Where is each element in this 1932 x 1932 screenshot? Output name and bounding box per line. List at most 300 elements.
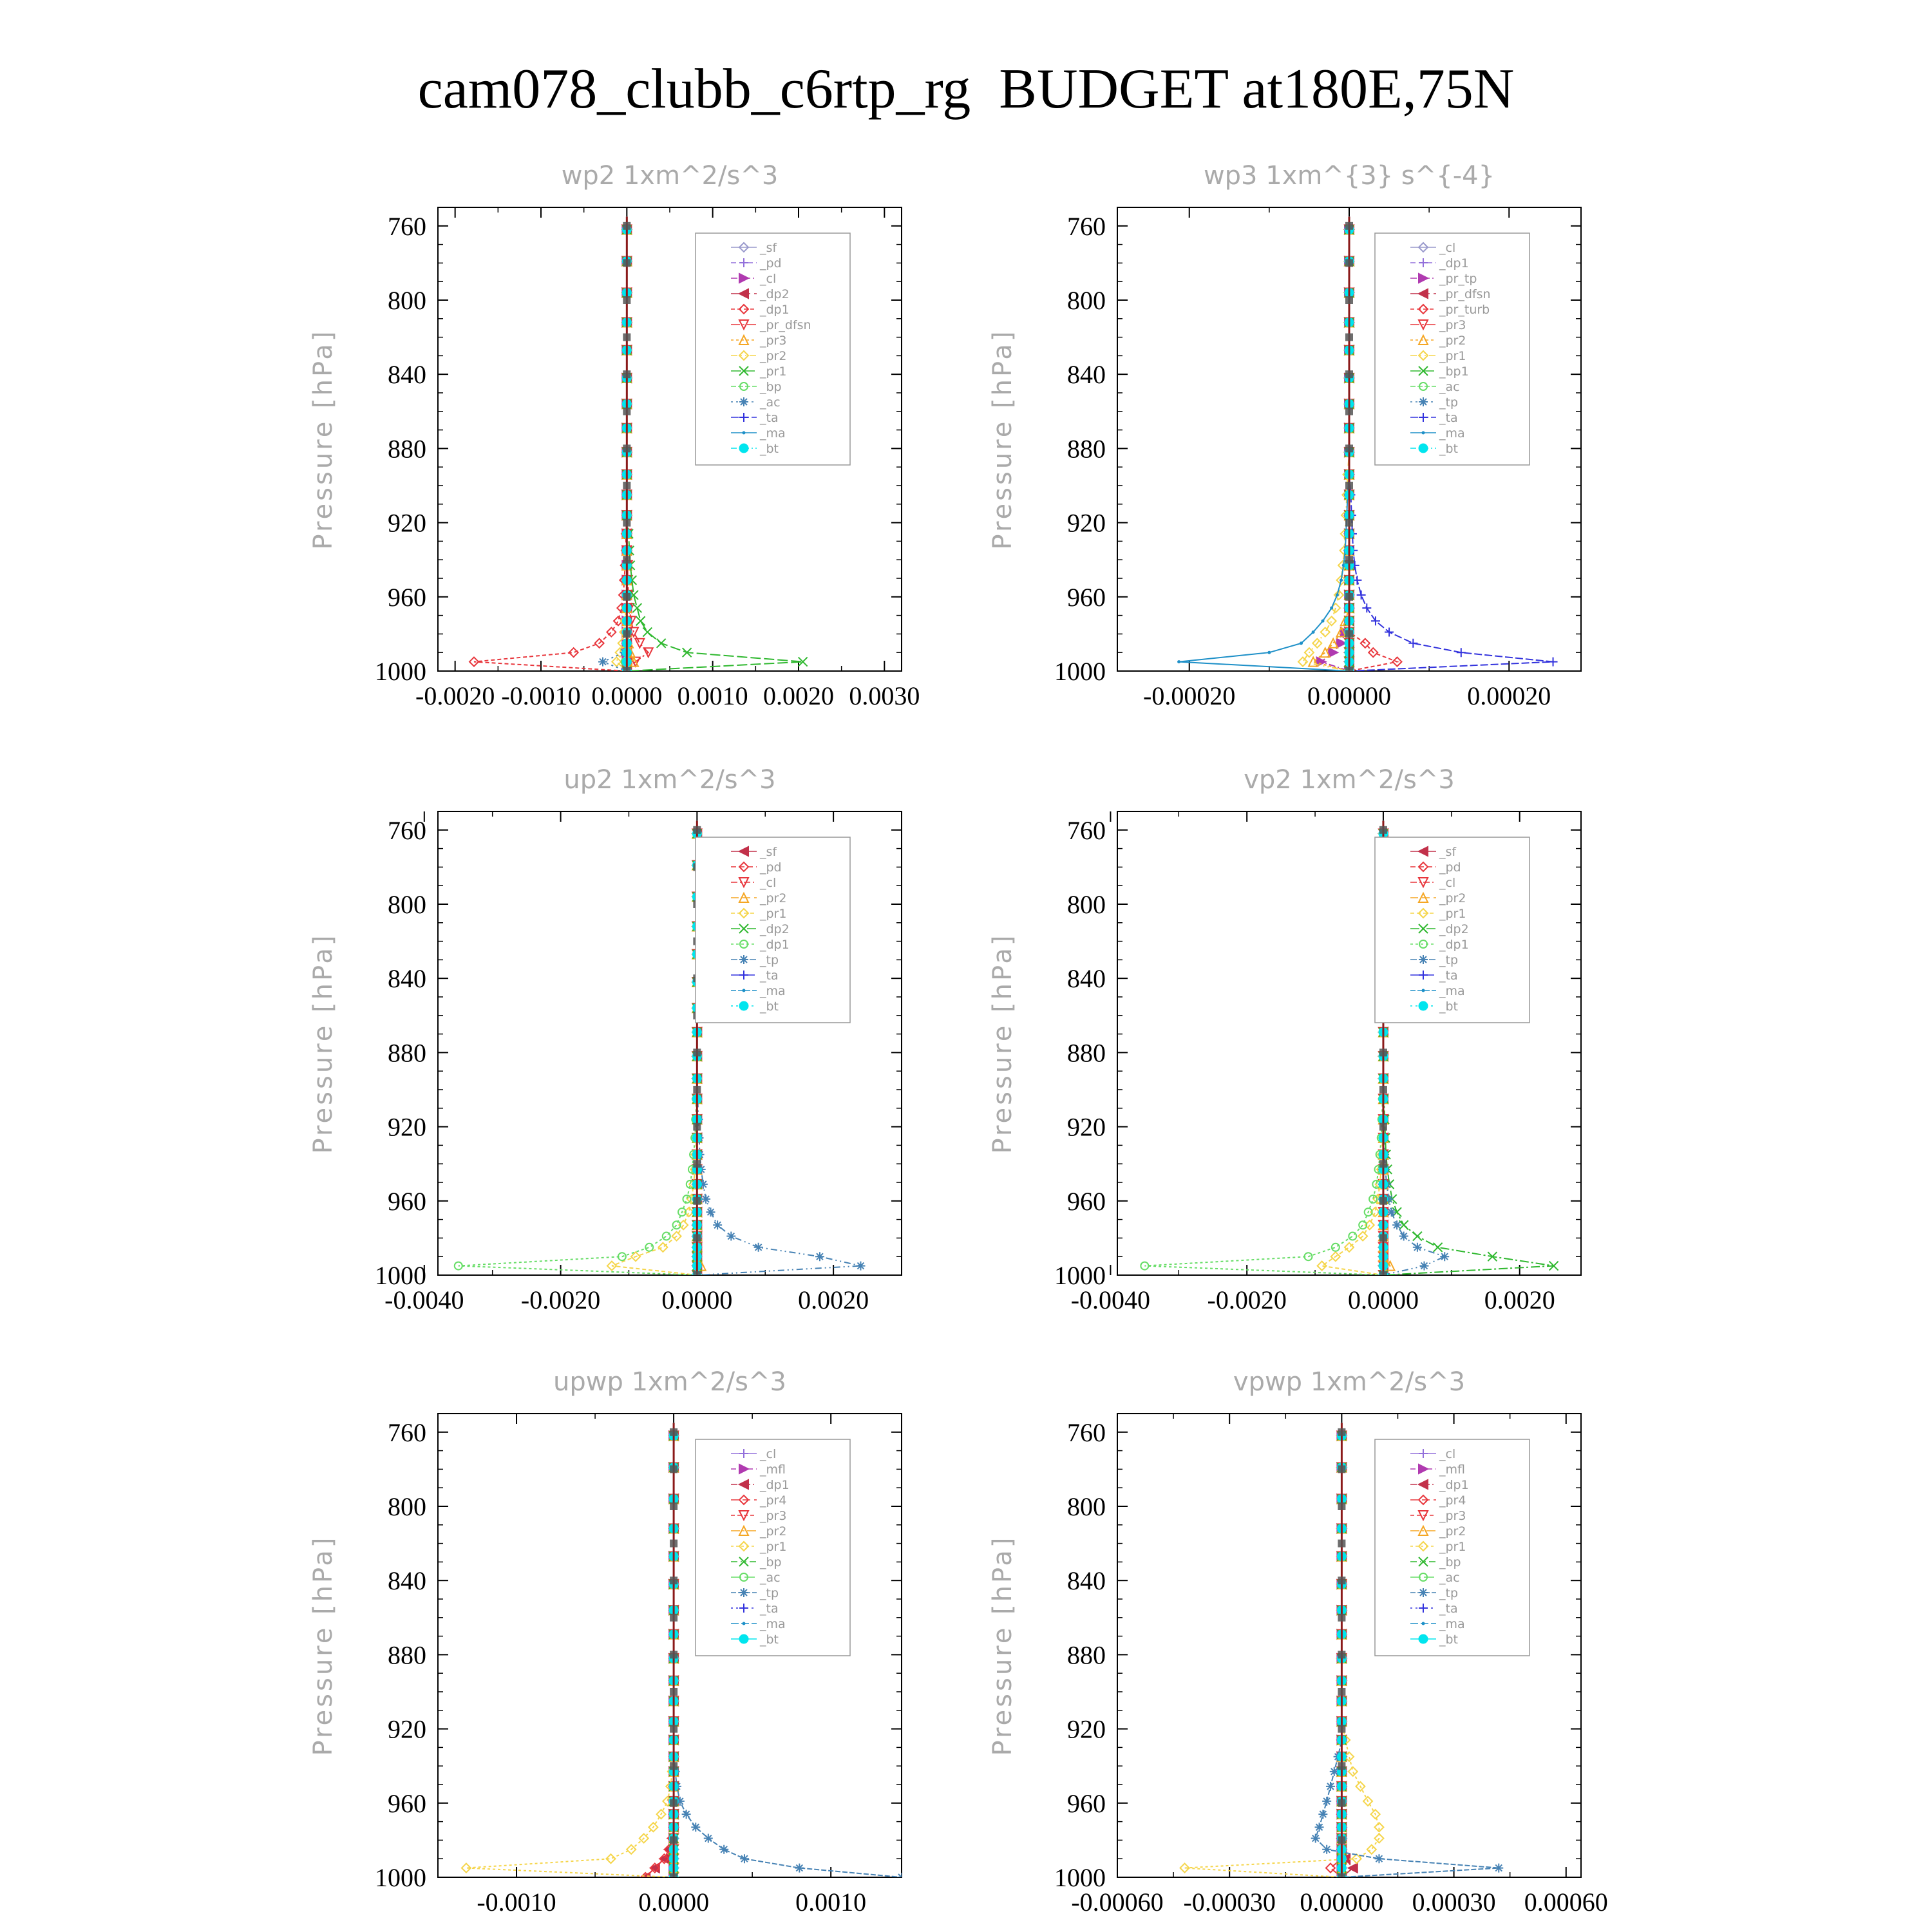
data-point xyxy=(1349,1767,1358,1776)
profile-marker xyxy=(623,222,630,230)
profile-marker xyxy=(1345,259,1353,267)
legend-label: _cl xyxy=(1439,1447,1456,1461)
profile-marker xyxy=(1338,1651,1345,1658)
panel-title: wp3 1xm^{3} s^{-4} xyxy=(1203,161,1495,191)
legend-label: _ta xyxy=(760,411,779,425)
y-tick-label: 840 xyxy=(1067,964,1106,994)
legend-marker xyxy=(1419,397,1428,406)
legend-label: _pr4 xyxy=(1439,1493,1466,1508)
series-line xyxy=(1303,216,1349,671)
series-line xyxy=(1322,820,1383,1275)
data-point xyxy=(856,1262,865,1271)
panel-2 xyxy=(988,161,1581,710)
legend-label: _bt xyxy=(1439,999,1459,1014)
legend-label: _tp xyxy=(760,1586,779,1600)
profile-marker xyxy=(1345,444,1353,452)
series-pr1 xyxy=(462,1423,678,1882)
data-point xyxy=(663,1233,670,1240)
data-point xyxy=(815,1252,824,1261)
data-point xyxy=(635,639,644,648)
profile-marker xyxy=(623,556,630,564)
legend-label: _bt xyxy=(1439,1633,1459,1647)
data-point xyxy=(1349,1233,1356,1240)
series-pr1 xyxy=(1180,1423,1384,1882)
profile-marker xyxy=(1345,667,1353,675)
legend-label: _ta xyxy=(1439,1602,1458,1616)
y-tick-label: 920 xyxy=(1067,1112,1106,1142)
legend-label: _pr1 xyxy=(1439,349,1466,363)
legend-label: _tp xyxy=(760,953,779,967)
y-tick-label: 920 xyxy=(388,1112,426,1142)
profile-marker xyxy=(1338,1428,1345,1436)
profile-marker xyxy=(693,1048,701,1056)
profile-marker xyxy=(1338,1614,1345,1622)
y-tick-label: 800 xyxy=(388,1492,426,1521)
profile-marker xyxy=(1338,1540,1345,1548)
profile-marker xyxy=(693,1123,701,1131)
y-tick-label: 760 xyxy=(1067,1417,1106,1447)
legend-label: _mfl xyxy=(1439,1463,1465,1477)
profile-marker xyxy=(670,1725,677,1733)
profile-marker xyxy=(693,1234,701,1242)
legend-label: _cl xyxy=(760,876,777,890)
profile-marker xyxy=(1345,630,1353,638)
legend-marker xyxy=(739,955,748,964)
y-tick-label: 840 xyxy=(388,964,426,994)
legend-label: _pr_tp xyxy=(1439,272,1477,286)
legend-label: _ta xyxy=(760,969,779,983)
legend-label: _bp xyxy=(760,1555,782,1569)
profile-marker xyxy=(670,1465,677,1473)
legend-label: _dp1 xyxy=(760,303,790,317)
profile-marker xyxy=(693,1160,701,1168)
profile-marker xyxy=(693,1086,701,1094)
x-tick-label: -0.0020 xyxy=(415,681,495,710)
y-tick-label: 760 xyxy=(388,815,426,845)
profile-marker xyxy=(1338,1577,1345,1584)
data-point xyxy=(1413,1232,1422,1241)
data-point xyxy=(1374,1823,1383,1832)
profile-marker xyxy=(623,630,630,638)
data-point xyxy=(1321,628,1330,637)
x-tick-label: -0.0040 xyxy=(1070,1285,1151,1314)
profile-marker xyxy=(623,593,630,601)
profile-marker xyxy=(1345,370,1353,378)
legend-marker xyxy=(743,989,746,992)
legend-label: _pr2 xyxy=(1439,1524,1466,1539)
y-tick-label: 960 xyxy=(388,1788,426,1818)
y-tick-label: 800 xyxy=(388,286,426,315)
legend-label: _tp xyxy=(1439,1586,1459,1600)
x-tick-label: 0.0010 xyxy=(677,681,748,710)
data-point xyxy=(1329,648,1338,657)
data-point xyxy=(1549,658,1558,667)
legend-label: _ac xyxy=(1439,1571,1460,1585)
y-tick-label: 920 xyxy=(1067,1714,1106,1744)
x-tick-label: 0.0020 xyxy=(1484,1285,1555,1314)
data-point xyxy=(1392,1220,1401,1229)
data-point xyxy=(632,603,641,612)
x-tick-label: -0.00030 xyxy=(1183,1888,1276,1917)
legend-label: _ta xyxy=(760,1602,779,1616)
legend-label: _pr3 xyxy=(1439,1509,1466,1523)
x-tick-label: 0.00000 xyxy=(1300,1888,1384,1917)
y-tick-label: 880 xyxy=(388,1038,426,1068)
legend-marker xyxy=(1422,431,1425,435)
profile-marker xyxy=(1379,1234,1387,1242)
legend-label: _bt xyxy=(760,999,779,1014)
legend-label: _pr1 xyxy=(760,365,787,379)
legend-label: _pr2 xyxy=(760,349,787,363)
data-point xyxy=(704,1834,713,1843)
y-tick-label: 920 xyxy=(388,508,426,538)
legend-marker xyxy=(1422,989,1425,992)
profile-marker xyxy=(670,1762,677,1770)
y-tick-label: 800 xyxy=(1067,286,1106,315)
series-line xyxy=(474,216,627,671)
y-tick-label: 960 xyxy=(1067,1788,1106,1818)
profile-marker xyxy=(1338,1465,1345,1473)
profile-marker xyxy=(670,1428,677,1436)
legend-label: _tp xyxy=(1439,395,1459,410)
data-point xyxy=(726,1232,735,1241)
profile-marker xyxy=(1345,334,1353,341)
legend-label: _pr2 xyxy=(760,891,787,905)
profile-marker xyxy=(1345,482,1353,489)
data-point xyxy=(1399,1232,1408,1241)
data-point xyxy=(1327,616,1336,625)
profile-marker xyxy=(670,1577,677,1584)
panel-title: upwp 1xm^2/s^3 xyxy=(553,1367,786,1397)
y-tick-label: 960 xyxy=(388,582,426,612)
y-tick-label: 880 xyxy=(1067,1038,1106,1068)
data-point xyxy=(1177,660,1180,663)
series-line xyxy=(459,820,697,1275)
y-tick-label: 1000 xyxy=(375,657,426,686)
data-point xyxy=(636,616,645,625)
legend-marker xyxy=(743,1622,746,1625)
legend-label: _pr3 xyxy=(1439,318,1466,332)
y-tick-label: 800 xyxy=(388,890,426,919)
panel-6 xyxy=(988,1367,1608,1917)
data-point xyxy=(691,1823,700,1832)
profile-marker xyxy=(1379,1160,1387,1168)
legend-label: _bt xyxy=(760,1633,779,1647)
y-tick-label: 920 xyxy=(388,1714,426,1744)
x-tick-label: 0.00030 xyxy=(1412,1888,1496,1917)
x-tick-label: 0.0000 xyxy=(1347,1285,1419,1314)
legend-label: _pr1 xyxy=(760,1540,787,1554)
legend-label: _pr_dfsn xyxy=(1439,287,1491,301)
profile-marker xyxy=(1338,1873,1345,1881)
legend-label: _sf xyxy=(1439,845,1457,859)
profile-marker xyxy=(1338,1725,1345,1733)
series-dp1 xyxy=(469,216,631,676)
legend-label: _pr2 xyxy=(760,1524,787,1539)
profile-marker xyxy=(1338,1688,1345,1696)
x-tick-label: 0.0000 xyxy=(638,1888,710,1917)
legend-label: _dp2 xyxy=(1439,922,1469,936)
y-tick-label: 800 xyxy=(1067,890,1106,919)
y-tick-label: 760 xyxy=(1067,815,1106,845)
profile-marker xyxy=(1338,1799,1345,1807)
legend-marker xyxy=(1419,1001,1428,1010)
x-tick-label: 0.00020 xyxy=(1467,681,1551,710)
profile-marker xyxy=(1345,556,1353,564)
y-tick-label: 960 xyxy=(388,1186,426,1216)
series-line xyxy=(1144,820,1383,1275)
y-axis-label: Pressure [hPa] xyxy=(988,933,1018,1154)
legend-label: _dp1 xyxy=(1439,1478,1469,1492)
x-tick-label: -0.00060 xyxy=(1071,1888,1164,1917)
legend-label: _ma xyxy=(1439,984,1465,998)
profile-marker xyxy=(1379,1123,1387,1131)
profile-marker xyxy=(1338,1762,1345,1770)
legend-label: _ac xyxy=(760,1571,781,1585)
x-tick-label: 0.0030 xyxy=(849,681,920,710)
data-point xyxy=(1357,591,1366,600)
x-tick-label: -0.0010 xyxy=(501,681,581,710)
legend-marker xyxy=(739,444,748,453)
profile-marker xyxy=(623,408,630,415)
legend-label: _ma xyxy=(760,426,786,440)
legend-label: _pd xyxy=(1439,860,1461,875)
data-point xyxy=(1408,639,1417,648)
data-point xyxy=(1413,1243,1422,1252)
legend-label: _ta xyxy=(1439,969,1458,983)
legend-marker xyxy=(743,431,746,435)
profile-marker xyxy=(1345,408,1353,415)
legend-marker xyxy=(739,397,748,406)
legend-label: _dp2 xyxy=(760,922,790,936)
profile-marker xyxy=(623,370,630,378)
data-point xyxy=(701,1195,710,1204)
profile-marker xyxy=(670,1540,677,1548)
y-axis-label: Pressure [hPa] xyxy=(308,933,338,1154)
legend-marker xyxy=(1419,1588,1428,1597)
data-point xyxy=(795,1864,804,1873)
data-point xyxy=(1336,593,1339,596)
x-tick-label: -0.0040 xyxy=(384,1285,464,1314)
data-point xyxy=(1318,1810,1327,1819)
profile-marker xyxy=(693,1197,701,1205)
y-axis-label: Pressure [hPa] xyxy=(308,328,338,550)
legend-label: _pr2 xyxy=(1439,891,1466,905)
legend-label: _pr_dfsn xyxy=(760,318,811,332)
legend-label: _dp1 xyxy=(760,1478,790,1492)
legend-label: _ma xyxy=(1439,426,1465,440)
data-point xyxy=(1374,1854,1383,1863)
series-line xyxy=(1185,1423,1379,1877)
legend-marker xyxy=(1419,1634,1428,1643)
y-tick-label: 960 xyxy=(1067,1186,1106,1216)
panel-1 xyxy=(308,161,920,710)
data-point xyxy=(598,658,607,667)
y-tick-label: 880 xyxy=(388,1640,426,1670)
profile-marker xyxy=(1345,222,1353,230)
y-tick-label: 760 xyxy=(388,211,426,241)
legend-label: _sf xyxy=(760,845,777,859)
profile-marker xyxy=(1345,296,1353,304)
y-axis-label: Pressure [hPa] xyxy=(308,1535,338,1756)
data-point xyxy=(657,639,666,648)
profile-marker xyxy=(670,1614,677,1622)
y-tick-label: 1000 xyxy=(1054,1863,1106,1892)
series-ma xyxy=(1177,216,1350,672)
y-tick-label: 840 xyxy=(388,360,426,390)
x-tick-label: -0.0010 xyxy=(477,1888,556,1917)
data-point xyxy=(1494,1864,1503,1873)
data-point xyxy=(1367,1845,1376,1854)
data-point xyxy=(1440,1252,1449,1261)
profile-marker xyxy=(670,1873,677,1881)
legend-label: _cl xyxy=(1439,241,1456,255)
legend-label: _pr3 xyxy=(760,1509,787,1523)
panel-title: wp2 1xm^2/s^3 xyxy=(561,161,779,191)
x-tick-label: 0.0000 xyxy=(591,681,663,710)
data-point xyxy=(607,628,616,637)
legend-label: _cl xyxy=(760,272,777,286)
data-point xyxy=(1419,1262,1428,1271)
profile-marker xyxy=(623,296,630,304)
legend-label: _ma xyxy=(760,1617,786,1631)
legend-label: _dp1 xyxy=(760,938,790,952)
profile-marker xyxy=(623,444,630,452)
legend-label: _bt xyxy=(760,442,779,456)
data-point xyxy=(706,1208,715,1217)
data-point xyxy=(643,628,652,637)
profile-marker xyxy=(1379,1048,1387,1056)
data-point xyxy=(1385,628,1394,637)
legend-label: _ma xyxy=(1439,1617,1465,1631)
data-point xyxy=(1362,603,1371,612)
profile-marker xyxy=(670,1688,677,1696)
panel-title: vp2 1xm^2/s^3 xyxy=(1244,765,1455,795)
data-point xyxy=(897,1873,906,1882)
profile-marker xyxy=(693,826,701,834)
profile-marker xyxy=(623,482,630,489)
legend-label: _pr1 xyxy=(1439,1540,1466,1554)
y-tick-label: 880 xyxy=(388,434,426,464)
series-line xyxy=(1179,216,1349,671)
profile-marker xyxy=(623,519,630,527)
legend-label: _pd xyxy=(760,256,782,270)
x-tick-label: 0.0020 xyxy=(798,1285,869,1314)
legend-label: _bp1 xyxy=(1439,365,1469,379)
data-point xyxy=(1322,1845,1331,1854)
legend-label: _bt xyxy=(1439,442,1459,456)
data-point xyxy=(1326,1782,1335,1791)
legend-marker xyxy=(1419,955,1428,964)
legend-label: _tp xyxy=(1439,953,1459,967)
series-pr1 xyxy=(607,820,701,1280)
legend-marker xyxy=(739,1634,748,1643)
profile-marker xyxy=(670,1799,677,1807)
x-tick-label: -0.0020 xyxy=(1207,1285,1287,1314)
data-point xyxy=(713,1220,722,1229)
profile-marker xyxy=(1338,1836,1345,1844)
panel-4 xyxy=(988,765,1581,1314)
profile-marker xyxy=(1379,1271,1387,1279)
legend-label: _cl xyxy=(760,1447,777,1461)
data-point xyxy=(682,1810,691,1819)
profile-marker xyxy=(1379,1197,1387,1205)
data-point xyxy=(1300,641,1303,645)
legend-label: _pr1 xyxy=(760,907,787,921)
data-point xyxy=(1330,607,1333,610)
y-tick-label: 920 xyxy=(1067,508,1106,538)
legend-label: _pd xyxy=(760,860,782,875)
legend-label: _dp2 xyxy=(760,287,790,301)
profile-marker xyxy=(670,1502,677,1510)
x-tick-label: -0.00020 xyxy=(1143,681,1236,710)
data-point xyxy=(1321,620,1325,623)
y-axis-label: Pressure [hPa] xyxy=(988,1535,1018,1756)
legend-label: _ta xyxy=(1439,411,1458,425)
panel-3 xyxy=(308,765,902,1314)
y-tick-label: 1000 xyxy=(375,1261,426,1290)
profile-marker xyxy=(1338,1502,1345,1510)
series-dp1 xyxy=(455,820,701,1279)
y-tick-label: 840 xyxy=(1067,1566,1106,1596)
profile-marker xyxy=(670,1651,677,1658)
x-tick-label: 0.00060 xyxy=(1524,1888,1608,1917)
legend-label: _pr3 xyxy=(760,334,787,348)
data-point xyxy=(740,1854,749,1863)
profile-marker xyxy=(1345,593,1353,601)
series-dp1 xyxy=(1141,820,1387,1279)
legend-label: _bp xyxy=(760,380,782,394)
legend-label: _mfl xyxy=(760,1463,786,1477)
legend-label: _ac xyxy=(1439,380,1460,394)
data-point xyxy=(719,1845,728,1854)
profile-marker xyxy=(1379,826,1387,834)
y-tick-label: 880 xyxy=(1067,1640,1106,1670)
data-point xyxy=(1267,651,1271,654)
data-point xyxy=(1311,1834,1320,1843)
legend-label: _ac xyxy=(760,395,781,410)
legend-label: _sf xyxy=(760,241,777,255)
y-tick-label: 960 xyxy=(1067,582,1106,612)
y-axis-label: Pressure [hPa] xyxy=(988,328,1018,550)
legend-marker xyxy=(739,1001,748,1010)
x-tick-label: -0.0020 xyxy=(520,1285,601,1314)
y-tick-label: 1000 xyxy=(375,1863,426,1892)
legend-label: _pr4 xyxy=(760,1493,787,1508)
profile-marker xyxy=(623,259,630,267)
data-point xyxy=(754,1243,763,1252)
profile-marker xyxy=(693,1271,701,1279)
data-point xyxy=(1457,648,1466,657)
data-point xyxy=(1322,1797,1331,1806)
panel-title: up2 1xm^2/s^3 xyxy=(564,765,776,795)
profile-marker xyxy=(670,1836,677,1844)
y-tick-label: 760 xyxy=(388,1417,426,1447)
y-tick-label: 840 xyxy=(388,1566,426,1596)
y-tick-label: 760 xyxy=(1067,211,1106,241)
data-point xyxy=(1332,1244,1340,1251)
legend-label: _dp1 xyxy=(1439,256,1469,270)
profile-marker xyxy=(1379,1086,1387,1094)
y-tick-label: 1000 xyxy=(1054,1261,1106,1290)
legend-label: _dp1 xyxy=(1439,938,1469,952)
series-line xyxy=(603,216,627,671)
legend-label: _bp xyxy=(1439,1555,1461,1569)
y-tick-label: 1000 xyxy=(1054,657,1106,686)
profile-marker xyxy=(623,667,630,675)
y-tick-label: 880 xyxy=(1067,434,1106,464)
profile-marker xyxy=(623,334,630,341)
